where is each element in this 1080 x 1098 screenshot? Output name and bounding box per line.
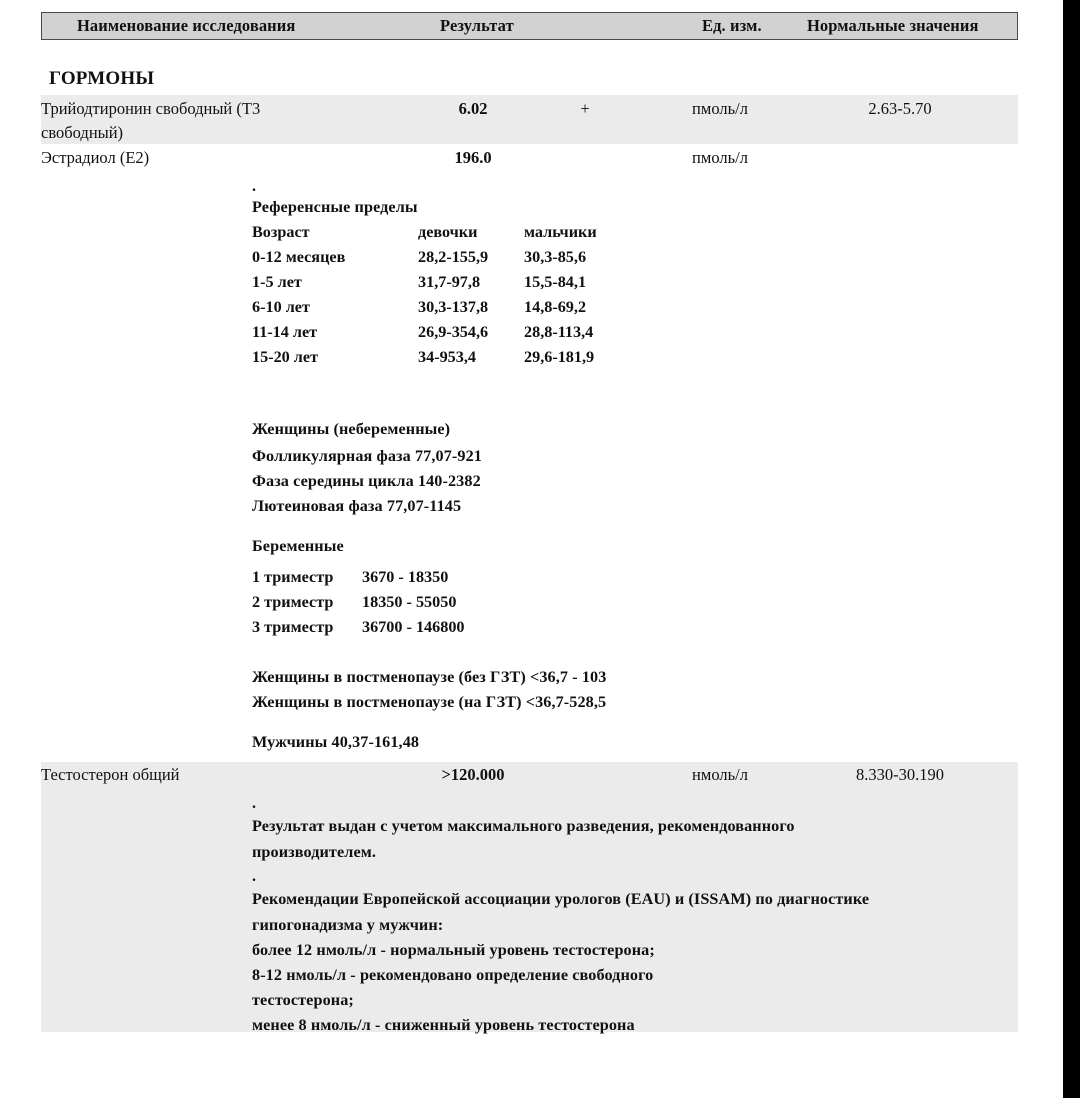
- analyte-result-t3: 6.02: [458, 99, 488, 118]
- analyte-flag-t3: +: [580, 99, 590, 118]
- reference-row-girls: 31,7-97,8: [418, 273, 481, 291]
- testosterone-level-line: тестостерона;: [252, 991, 354, 1009]
- reference-header-girls: девочки: [418, 223, 478, 241]
- analyte-name-estradiol: Эстрадиол (Е2): [41, 148, 150, 167]
- trimester-label: 2 триместр: [252, 593, 334, 611]
- pregnant-title: Беременные: [252, 537, 344, 555]
- postmenopause-line: Женщины в постменопаузе (без ГЗТ) <36,7 - 103: [252, 668, 607, 686]
- reference-row-age: 0-12 месяцев: [252, 248, 346, 266]
- column-header-unit: Ед. изм.: [702, 16, 762, 35]
- testosterone-guideline-line: гипогонадизма у мужчин:: [252, 916, 444, 934]
- trimester-range: 18350 - 55050: [362, 593, 457, 611]
- trimester-range: 36700 - 146800: [362, 618, 465, 636]
- reference-row-boys: 15,5-84,1: [524, 273, 587, 291]
- column-header-name: Наименование исследования: [77, 16, 296, 35]
- postmenopause-line: Женщины в постменопаузе (на ГЗТ) <36,7-528,5: [252, 693, 607, 711]
- women-phase-line: Фаза середины цикла 140-2382: [252, 472, 481, 490]
- women-nonpregnant-title: Женщины (небеременные): [252, 420, 451, 438]
- testosterone-note-line: Результат выдан с учетом максимального разведения, рекомендованного: [252, 817, 795, 835]
- analyte-unit-t3: пмоль/л: [692, 99, 748, 118]
- reference-header-boys: мальчики: [524, 223, 597, 241]
- reference-row-boys: 29,6-181,9: [524, 348, 595, 366]
- analyte-name-testosterone: Тестостерон общий: [41, 765, 180, 784]
- analyte-name-t3: Трийодтиронин свободный (Т3: [41, 99, 261, 118]
- section-title-hormones: ГОРМОНЫ: [49, 68, 155, 89]
- table-header-row: [41, 12, 1018, 40]
- scan-edge-bar: [1063, 0, 1080, 1098]
- reference-row-boys: 30,3-85,6: [524, 248, 587, 266]
- trimester-label: 3 триместр: [252, 618, 334, 636]
- women-phase-line: Фолликулярная фаза 77,07-921: [252, 447, 482, 465]
- reference-row-girls: 30,3-137,8: [418, 298, 489, 316]
- reference-row-boys: 28,8-113,4: [524, 323, 594, 341]
- trimester-label: 1 триместр: [252, 568, 334, 586]
- analyte-normal-t3: 2.63-5.70: [868, 99, 932, 118]
- reference-row-girls: 26,9-354,6: [418, 323, 489, 341]
- reference-header-age: Возраст: [252, 223, 310, 241]
- reference-row-age: 11-14 лет: [252, 323, 318, 341]
- analyte-normal-testosterone: 8.330-30.190: [856, 765, 944, 784]
- testosterone-level-line: 8-12 нмоль/л - рекомендовано определение свободного: [252, 966, 654, 984]
- reference-row-girls: 28,2-155,9: [418, 248, 489, 266]
- reference-row-girls: 34-953,4: [418, 348, 476, 366]
- testosterone-note-line: производителем.: [252, 843, 377, 861]
- reference-limits-title: Референсные пределы: [252, 198, 418, 216]
- testosterone-guideline-line: Рекомендации Европейской ассоциации урологов (EAU) и (ISSAM) по диагностике: [252, 890, 870, 908]
- testosterone-level-line: более 12 нмоль/л - нормальный уровень тестостерона;: [252, 941, 655, 959]
- column-header-result: Результат: [440, 16, 514, 35]
- comment-dot-testosterone-1: .: [252, 795, 256, 812]
- analyte-result-estradiol: 196.0: [454, 148, 492, 167]
- reference-row-age: 6-10 лет: [252, 298, 310, 316]
- analyte-name-t3-line2: свободный): [41, 123, 124, 142]
- men-reference-line: Мужчины 40,37-161,48: [252, 733, 420, 751]
- comment-dot-estradiol: .: [252, 178, 256, 195]
- women-phase-line: Лютеиновая фаза 77,07-1145: [252, 497, 462, 515]
- analyte-unit-estradiol: пмоль/л: [692, 148, 748, 167]
- reference-row-age: 1-5 лет: [252, 273, 302, 291]
- analyte-result-testosterone: >120.000: [441, 765, 505, 784]
- trimester-range: 3670 - 18350: [362, 568, 449, 586]
- analyte-unit-testosterone: нмоль/л: [692, 765, 748, 784]
- comment-dot-testosterone-2: .: [252, 868, 256, 885]
- reference-row-boys: 14,8-69,2: [524, 298, 587, 316]
- column-header-normal: Нормальные значения: [807, 16, 979, 35]
- reference-row-age: 15-20 лет: [252, 348, 319, 366]
- testosterone-level-line: менее 8 нмоль/л - сниженный уровень тестостерона: [252, 1016, 635, 1034]
